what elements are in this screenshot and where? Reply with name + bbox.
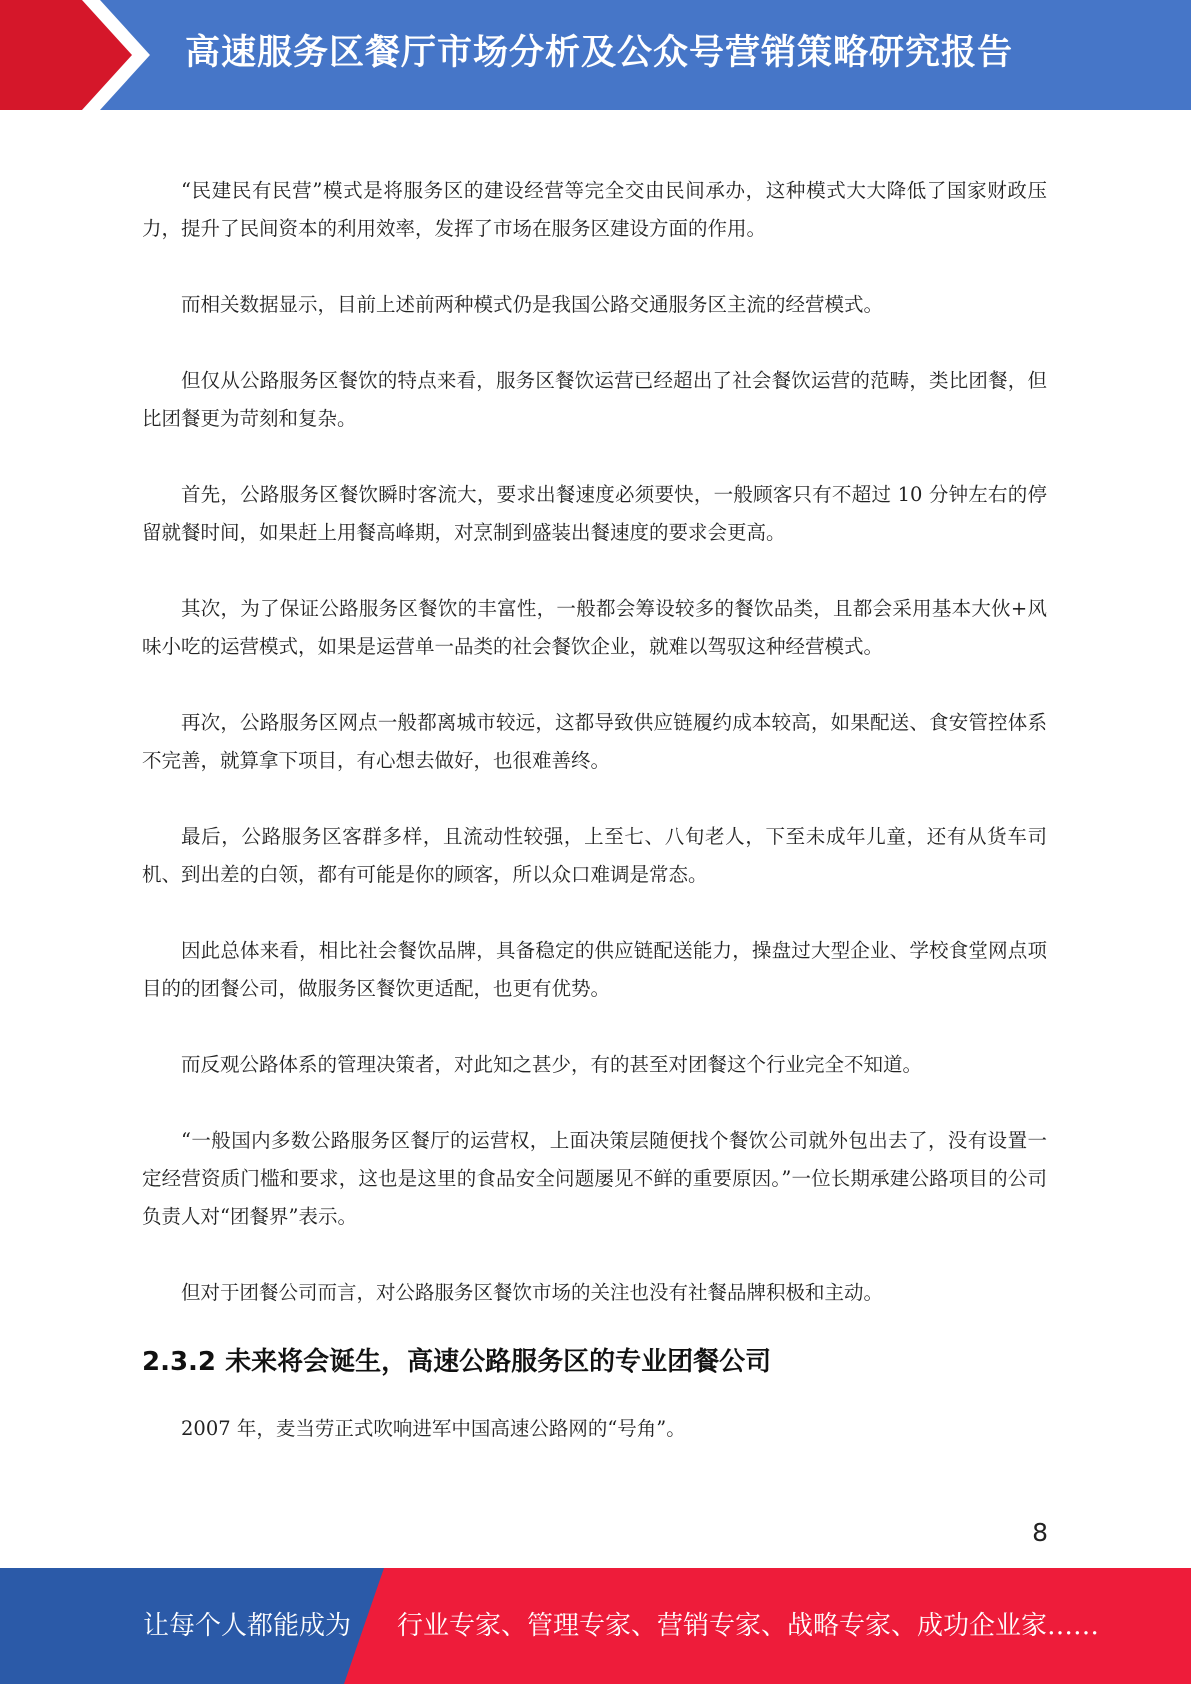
paragraph: 而反观公路体系的管理决策者，对此知之甚少，有的甚至对团餐这个行业完全不知道。 bbox=[181, 1053, 923, 1076]
paragraph: “一般国内多数公路服务区餐厅的运营权，上面决策层随便找个餐饮公司就外包出去了，没有设置一定经营资质门槛和要求，这也是这里的食品安全问题屡见不鲜的重要原因。”一位长期承建公路项目的公司负责人对“团餐界”表示。 bbox=[142, 1129, 1047, 1228]
section-heading: 2.3.2 未来将会诞生，高速公路服务区的专业团餐公司 bbox=[142, 1347, 772, 1377]
paragraph: 再次，公路服务区网点一般都离城市较远，这都导致供应链履约成本较高，如果配送、食安管控体系不完善，就算拿下项目，有心想去做好，也很难善终。 bbox=[142, 711, 1047, 772]
page-header bbox=[0, 0, 1191, 110]
paragraph: 2007 年，麦当劳正式吹响进军中国高速公路网的“号角”。 bbox=[181, 1417, 686, 1440]
paragraph: 但对于团餐公司而言，对公路服务区餐饮市场的关注也没有社餐品牌积极和主动。 bbox=[181, 1281, 884, 1304]
paragraph: 最后，公路服务区客群多样，且流动性较强，上至七、八旬老人，下至未成年儿童，还有从货车司机、到出差的白领，都有可能是你的顾客，所以众口难调是常态。 bbox=[142, 825, 1047, 886]
paragraph: 而相关数据显示，目前上述前两种模式仍是我国公路交通服务区主流的经营模式。 bbox=[181, 293, 884, 316]
header-title: 高速服务区餐厅市场分析及公众号营销策略研究报告 bbox=[185, 33, 1014, 73]
paragraph: 因此总体来看，相比社会餐饮品牌，具备稳定的供应链配送能力，操盘过大型企业、学校食堂网点项目的的团餐公司，做服务区餐饮更适配，也更有优势。 bbox=[142, 939, 1047, 1000]
page-number: 8 bbox=[1032, 1518, 1048, 1547]
paragraph: 其次，为了保证公路服务区餐饮的丰富性，一般都会筹设较多的餐饮品类，且都会采用基本大伙+风味小吃的运营模式，如果是运营单一品类的社会餐饮企业，就难以驾驭这种经营模式。 bbox=[142, 597, 1047, 658]
footer-slogan-right: 行业专家、管理专家、营销专家、战略专家、成功企业家…… bbox=[397, 1611, 1100, 1641]
header-red-arrow bbox=[0, 0, 150, 110]
paragraph: 但仅从公路服务区餐饮的特点来看，服务区餐饮运营已经超出了社会餐饮运营的范畴，类比团餐，但比团餐更为苛刻和复杂。 bbox=[142, 369, 1047, 430]
footer-slogan-left: 让每个人都能成为 bbox=[143, 1611, 352, 1641]
page-footer bbox=[0, 1568, 1191, 1684]
document-body bbox=[142, 172, 1047, 1486]
paragraph: “民建民有民营”模式是将服务区的建设经营等完全交由民间承办，这种模式大大降低了国家财政压力，提升了民间资本的利用效率，发挥了市场在服务区建设方面的作用。 bbox=[142, 179, 1047, 240]
paragraph: 首先，公路服务区餐饮瞬时客流大，要求出餐速度必须要快，一般顾客只有不超过 10 分钟左右的停留就餐时间，如果赶上用餐高峰期，对烹制到盛装出餐速度的要求会更高。 bbox=[142, 483, 1047, 544]
